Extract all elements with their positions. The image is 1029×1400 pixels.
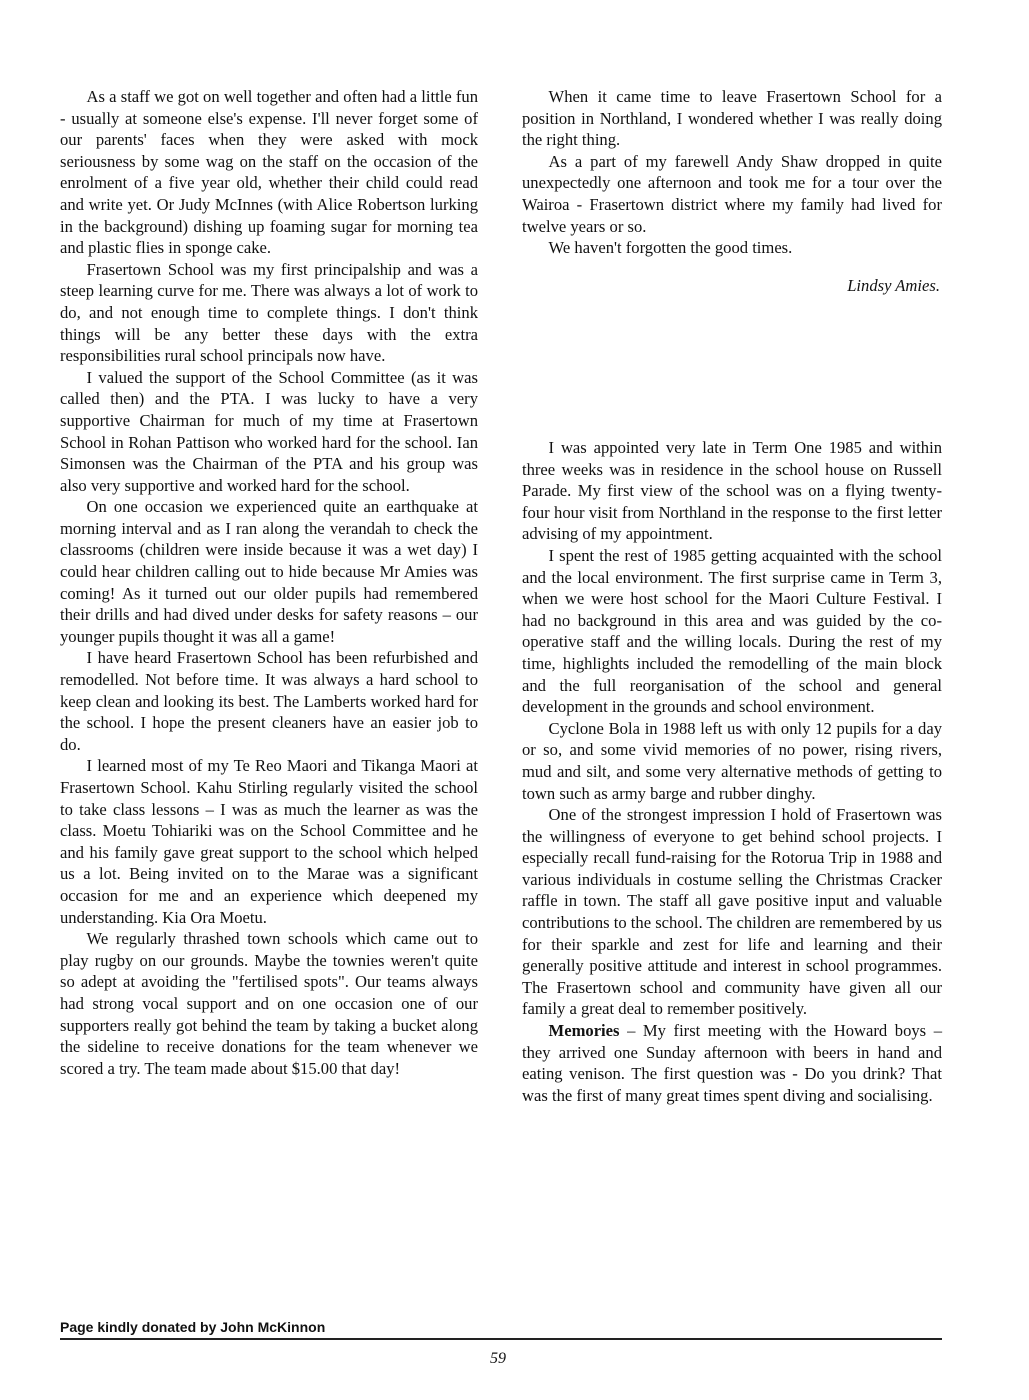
paragraph: One of the strongest impression I hold of Frasertown was the willingness of everyone to get behind school projects. I especially recall fund-raising for the Rotorua Trip in 1988 and various individuals in costume selling the Christmas Cracker raffle in town. The staff all gave positive input and valuable contributions to the school. The children are remembered by us for their sparkle and zest for life and learning and their generally positive attitude and interest in school programmes. The Frasertown school and community have given all our family a great deal to remember positively.: [522, 805, 942, 1019]
paragraph: I valued the support of the School Committee (as it was called then) and the PTA. I was lucky to have a very supportive Chairman for much of my time at Frasertown School in Rohan Pattison who worked hard for the school. Ian Simonsen was the Chairman of the PTA and his group was also very supportive and worked hard for the school.: [60, 367, 478, 495]
paragraph: On one occasion we experienced quite an earthquake at morning interval and as I ran along the verandah to check the classrooms (children were inside because it was a wet day) I could hear children calling out to hide because Mr Amies was coming! As it turned out our older pupils had remembered their drills and had dived under desks for safety reasons – our younger pupils thought it was all a game!: [60, 497, 478, 646]
paragraph: When it came time to leave Frasertown School for a position in Northland, I wondered whether I was really doing the right thing.: [522, 87, 942, 150]
paragraph: We regularly thrashed town schools which came out to play rugby on our grounds. Maybe the townies weren't quite so adept at avoiding the "fertilised spots". Our teams always had strong vocal support and on one occasion one of our supporters really got behind the team by taking a bucket along the sideline to receive donations for the team whenever we scored a try. The team made about $15.00 that day!: [60, 929, 478, 1078]
right-column-bottom: [522, 437, 942, 1106]
memories-heading: Memories: [548, 1021, 620, 1041]
footer-donation-note: Page kindly donated by John McKinnon: [60, 1319, 326, 1335]
paragraph: Cyclone Bola in 1988 left us with only 12 pupils for a day or so, and some vivid memories of no power, rising rivers, mud and silt, and some very alternative methods of getting to town such as army barge and rubber dinghy.: [522, 718, 942, 803]
paragraph: As a part of my farewell Andy Shaw dropped in quite unexpectedly one afternoon and took me for a tour over the Wairoa - Frasertown district where my family had lived for twelve years or so.: [522, 151, 942, 236]
paragraph: I have heard Frasertown School has been refurbished and remodelled. Not before time. It was always a hard school to keep clean and looking its best. The Lamberts worked hard for the school. I hope the present cleaners have an easier job to do.: [60, 648, 478, 754]
footer-divider: [60, 1338, 942, 1340]
paragraph: I learned most of my Te Reo Maori and Tikanga Maori at Frasertown School. Kahu Stirling regularly visited the school to take class lessons – I was as much the learner as was the class. Moetu Tohiariki was on the School Committee and he and his family gave great support to the school which helped us a lot. Being invited on to the Marae was a significant occasion for me and an experience which deepened my understanding. Kia Ora Moetu.: [60, 756, 478, 927]
author-signature: Lindsy Amies.: [847, 275, 940, 295]
paragraph: We haven't forgotten the good times.: [548, 238, 793, 258]
paragraph: I spent the rest of 1985 getting acquainted with the school and the local environment. The first surprise came in Term 3, when we were host school for the Maori Culture Festival. I had no background in this area and was guided by the co-operative staff and the willing locals. During the rest of my time, highlights included the remodelling of the main block and the full reorganisation of the school and general development in the grounds and school environment.: [522, 545, 942, 717]
memories-text: – My first meeting with the Howard boys – they arrived one Sunday afternoon with beers in hand and eating venison. The first question was - Do you drink? That was the first of many great times spent diving and socialising.: [522, 1021, 942, 1105]
paragraph: I was appointed very late in Term One 1985 and within three weeks was in residence in the school house on Russell Parade. My first view of the school was on a flying twenty-four hour visit from Northland in the response to the first letter advising of my appointment.: [522, 438, 942, 544]
paragraph: Frasertown School was my first principalship and was a steep learning curve for me. There was always a lot of work to do, and not enough time to complete things. I don't think things will be any better these days with the extra responsibilities rural school principals now have.: [60, 259, 478, 366]
page-number: 59: [490, 1350, 506, 1367]
memories-paragraph: [522, 1020, 942, 1106]
left-column: [60, 86, 478, 1079]
paragraph: As a staff we got on well together and often had a little fun - usually at someone else's expense. I'll never forget some of our parents' faces when they were asked with mock seriousness by some wag on the staff on the occasion of the enrolment of a five year old, whether their child could read and write yet. Or Judy McInnes (with Alice Robertson lurking in the background) dishing up foaming sugar for morning tea and plastic flies in sponge cake.: [60, 87, 478, 258]
right-column-top: [522, 86, 942, 296]
